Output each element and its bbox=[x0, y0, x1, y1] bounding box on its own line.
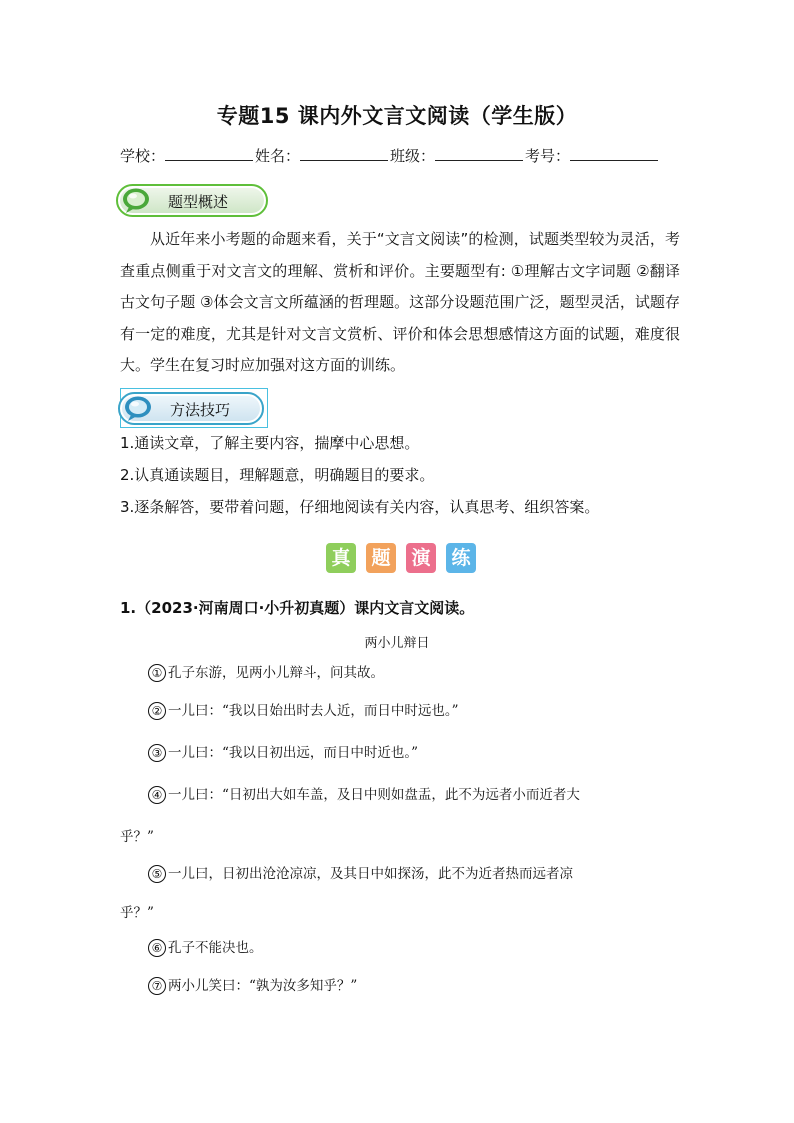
class-blank[interactable] bbox=[435, 146, 523, 161]
passage-line bbox=[148, 661, 384, 682]
line-text: 一儿曰：“我以日初出远，而日中时近也。” bbox=[168, 745, 419, 761]
passage-line bbox=[148, 974, 357, 995]
section-header-methods bbox=[118, 392, 264, 425]
line-number: ④ bbox=[148, 786, 166, 804]
practice-badge: 练 bbox=[446, 543, 476, 573]
line-text: 孔子东游，见两小儿辩斗，问其故。 bbox=[168, 665, 384, 681]
line-number: ③ bbox=[148, 744, 166, 762]
line-text: 一儿曰：“我以日始出时去人近，而日中时远也。” bbox=[168, 703, 459, 719]
practice-badge: 演 bbox=[406, 543, 436, 573]
section-title-methods: 方法技巧 bbox=[170, 401, 231, 419]
name-label: 姓名： bbox=[255, 147, 301, 165]
section-header-overview bbox=[116, 184, 268, 217]
line-text: 两小儿笑曰：“孰为汝多知乎？” bbox=[168, 978, 358, 994]
method-item: 1.通读文章，了解主要内容，揣摩中心思想。 bbox=[120, 434, 420, 452]
question-heading: 1.（2023·河南周口·小升初真题）课内文言文阅读。 bbox=[120, 599, 475, 617]
line-text: 一儿曰：“日初出大如车盖，及日中则如盘盂，此不为远者小而近者大 bbox=[168, 787, 580, 803]
exam-number-blank[interactable] bbox=[570, 146, 658, 161]
line-text: 一儿曰，日初出沧沧凉凉，及其日中如探汤，此不为近者热而远者凉 bbox=[168, 866, 573, 882]
page-title: 专题15 课内外文言文阅读（学生版） bbox=[216, 104, 578, 128]
exam-number-label: 考号： bbox=[525, 147, 571, 165]
line-number: ② bbox=[148, 702, 166, 720]
passage-line bbox=[148, 783, 580, 804]
line-number: ① bbox=[148, 664, 166, 682]
school-label: 学校： bbox=[120, 147, 166, 165]
school-blank[interactable] bbox=[165, 146, 253, 161]
line-text: 孔子不能决也。 bbox=[168, 940, 263, 956]
speech-bubble-icon bbox=[121, 187, 151, 214]
speech-bubble-icon bbox=[123, 395, 153, 422]
practice-badge: 真 bbox=[326, 543, 356, 573]
practice-badge: 题 bbox=[366, 543, 396, 573]
method-item: 3.逐条解答，要带着问题，仔细地阅读有关内容，认真思考、组织答案。 bbox=[120, 498, 600, 516]
passage-line bbox=[148, 699, 459, 720]
line-number: ⑥ bbox=[148, 939, 166, 957]
passage-title: 两小儿辩日 bbox=[364, 636, 430, 651]
method-item: 2.认真通读题目，理解题意，明确题目的要求。 bbox=[120, 466, 435, 484]
passage-line bbox=[148, 862, 573, 883]
line-number: ⑤ bbox=[148, 865, 166, 883]
passage-line bbox=[148, 936, 263, 957]
overview-paragraph: 从近年来小考题的命题来看，关于“文言文阅读”的检测，试题类型较为灵活，考查重点侧重于对文言文的理解、赏析和评价。主要题型有: ①理解古文字词题 ②翻译古文句子题 ③体会文言文所蕴涵的哲理题。这部分设题范围广泛，题型灵活，试题存有一定的难度，尤其是针对文言文赏析、评价和体会思想感情这方面的试题，难度很大。学生在复习时应加强对这方面的训练。 bbox=[120, 230, 680, 374]
class-label: 班级： bbox=[390, 147, 436, 165]
passage-line-continuation: 乎？” bbox=[120, 829, 154, 845]
line-number: ⑦ bbox=[148, 977, 166, 995]
name-blank[interactable] bbox=[300, 146, 388, 161]
passage-line-continuation: 乎？” bbox=[120, 905, 154, 921]
section-title-overview: 题型概述 bbox=[168, 193, 229, 211]
student-info-line bbox=[120, 145, 660, 166]
passage-line bbox=[148, 741, 418, 762]
